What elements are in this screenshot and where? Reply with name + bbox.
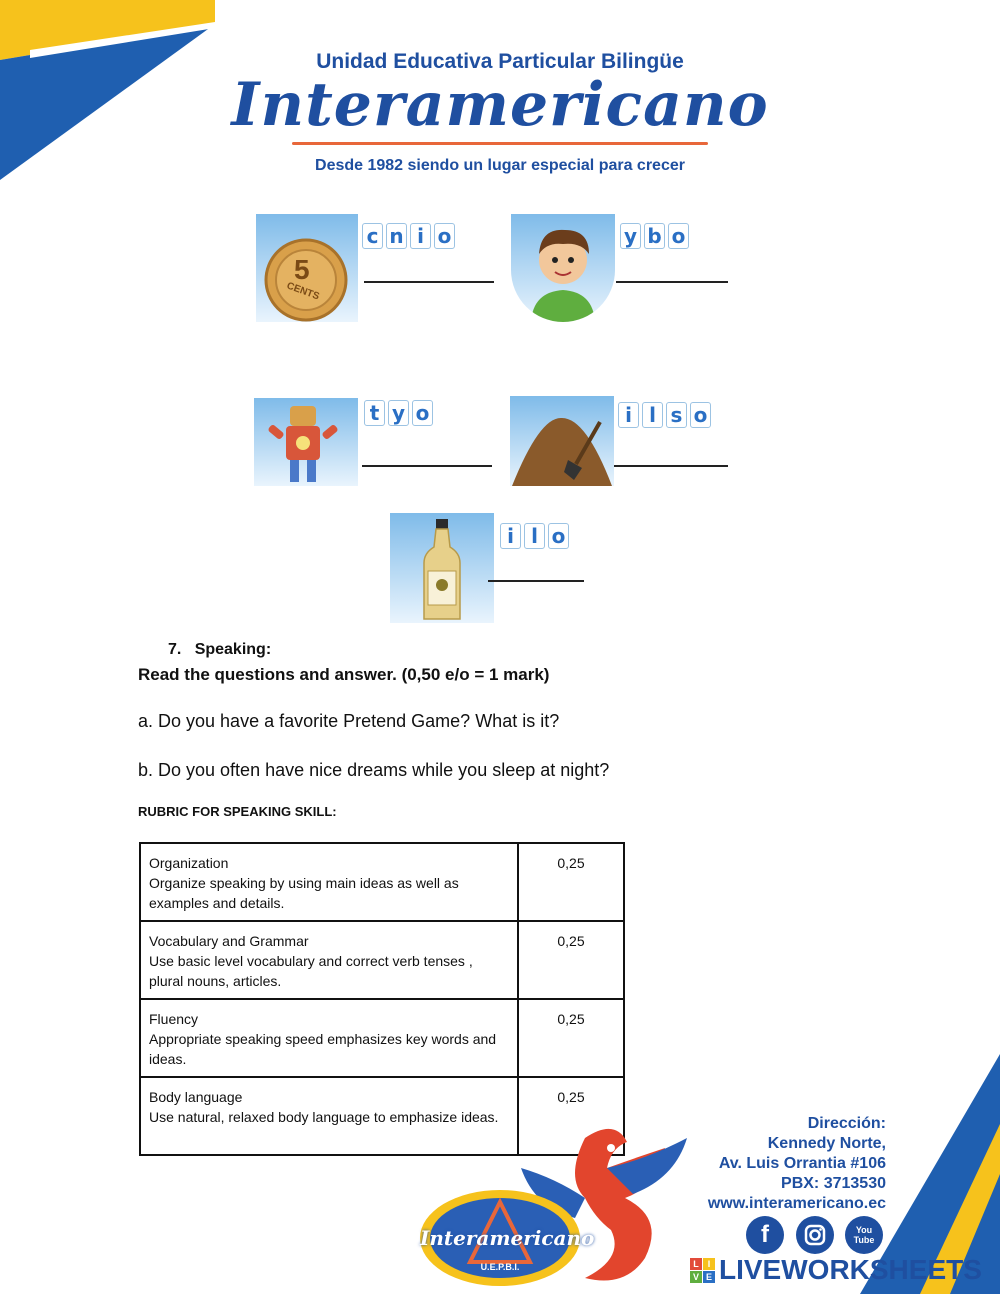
answer-blank-boy[interactable] <box>616 281 728 283</box>
rubric-description: Use basic level vocabulary and correct verb tenses , plural nouns, articles. <box>149 953 473 989</box>
header-underline <box>292 142 708 145</box>
letter-tile: t <box>364 400 385 426</box>
oil-bottle-picture <box>390 513 494 623</box>
address-label: Dirección: <box>807 1115 886 1132</box>
answer-blank-oil[interactable] <box>488 580 584 582</box>
rubric-criterion-cell <box>140 999 518 1077</box>
instagram-icon[interactable] <box>796 1216 834 1254</box>
letter-tile: n <box>386 223 407 249</box>
rubric-description: Use natural, relaxed body language to emphasize ideas. <box>149 1109 499 1125</box>
rubric-criterion-cell <box>140 1077 518 1155</box>
school-name: Unidad Educativa Particular Bilingüe <box>316 50 684 73</box>
rubric-criterion: Fluency <box>149 1011 199 1027</box>
live-letter: L <box>690 1258 702 1270</box>
letter-tile: o <box>412 400 433 426</box>
section-title: Speaking: <box>194 641 272 658</box>
rubric-score: 0,25 <box>518 843 624 921</box>
live-letter: E <box>703 1271 715 1283</box>
letter-tiles-oil <box>500 523 569 549</box>
letter-tile: s <box>666 402 687 428</box>
live-letter: V <box>690 1271 702 1283</box>
youtube-icon[interactable]: You Tube <box>845 1216 883 1254</box>
table-row <box>140 843 624 921</box>
letter-tile: l <box>524 523 545 549</box>
letter-tile: l <box>642 402 663 428</box>
answer-blank-coin[interactable] <box>364 281 494 283</box>
rubric-criterion: Organization <box>149 855 229 871</box>
letter-tile: i <box>500 523 521 549</box>
letter-tile: c <box>362 223 383 249</box>
rubric-description: Appropriate speaking speed emphasizes key words and ideas. <box>149 1031 497 1067</box>
letter-tile: o <box>434 223 455 249</box>
coin-number: 5 <box>294 254 310 285</box>
coin-word: CENTS <box>285 280 321 303</box>
address-line-1: Kennedy Norte, <box>767 1135 886 1152</box>
live-letter: I <box>703 1258 715 1270</box>
rubric-criterion-cell <box>140 921 518 999</box>
rubric-criterion: Vocabulary and Grammar <box>149 933 309 949</box>
school-tagline: Desde 1982 siendo un lugar especial para crecer <box>315 157 685 174</box>
rubric-criterion-cell <box>140 843 518 921</box>
rubric-score: 0,25 <box>518 999 624 1077</box>
table-row <box>140 921 624 999</box>
emblem-brand: Interamericano <box>420 1226 595 1250</box>
letter-tile: o <box>690 402 711 428</box>
rubric-title: RUBRIC FOR SPEAKING SKILL: <box>138 804 337 819</box>
section-number: 7. <box>168 641 182 658</box>
speaking-instruction: Read the questions and answer. (0,50 e/o = 1 mark) <box>138 665 550 684</box>
table-row <box>140 999 624 1077</box>
website-link[interactable]: www.interamericano.ec <box>707 1195 886 1212</box>
address-line-2: Av. Luis Orrantia #106 <box>718 1155 886 1172</box>
letter-tile: i <box>618 402 639 428</box>
live-grid-icon <box>690 1258 715 1283</box>
letter-tiles-coin <box>362 223 455 249</box>
boy-picture <box>511 214 615 322</box>
liveworksheets-logo <box>690 1252 990 1288</box>
toy-robot-picture <box>254 398 358 486</box>
rubric-criterion: Body language <box>149 1089 243 1105</box>
answer-blank-soil[interactable] <box>614 465 728 467</box>
letter-tile: i <box>410 223 431 249</box>
rubric-score: 0,25 <box>518 1077 624 1155</box>
letter-tile: y <box>388 400 409 426</box>
letter-tile: y <box>620 223 641 249</box>
letter-tiles-toy <box>364 400 433 426</box>
rubric-score: 0,25 <box>518 921 624 999</box>
answer-blank-toy[interactable] <box>362 465 492 467</box>
speaking-heading <box>168 641 271 659</box>
coin-picture <box>256 214 358 322</box>
soil-shovel-picture <box>510 396 614 486</box>
letter-tiles-soil <box>618 402 711 428</box>
letter-tiles-boy <box>620 223 689 249</box>
question-b: b. Do you often have nice dreams while you sleep at night? <box>138 760 610 780</box>
contact-block <box>708 1114 886 1214</box>
phone-number: PBX: 3713530 <box>781 1175 886 1192</box>
emblem-sub: U.E.P.B.I. <box>480 1262 520 1272</box>
school-brand: Interamericano <box>231 70 769 140</box>
facebook-icon[interactable]: f <box>746 1216 784 1254</box>
letter-tile: o <box>668 223 689 249</box>
rubric-description: Organize speaking by using main ideas as well as examples and details. <box>149 875 459 911</box>
letter-tile: b <box>644 223 665 249</box>
liveworksheets-text: LIVEWORKSHEETS <box>719 1254 982 1285</box>
letter-tile: o <box>548 523 569 549</box>
question-a: a. Do you have a favorite Pretend Game? What is it? <box>138 711 560 731</box>
rubric-table <box>139 842 625 1156</box>
